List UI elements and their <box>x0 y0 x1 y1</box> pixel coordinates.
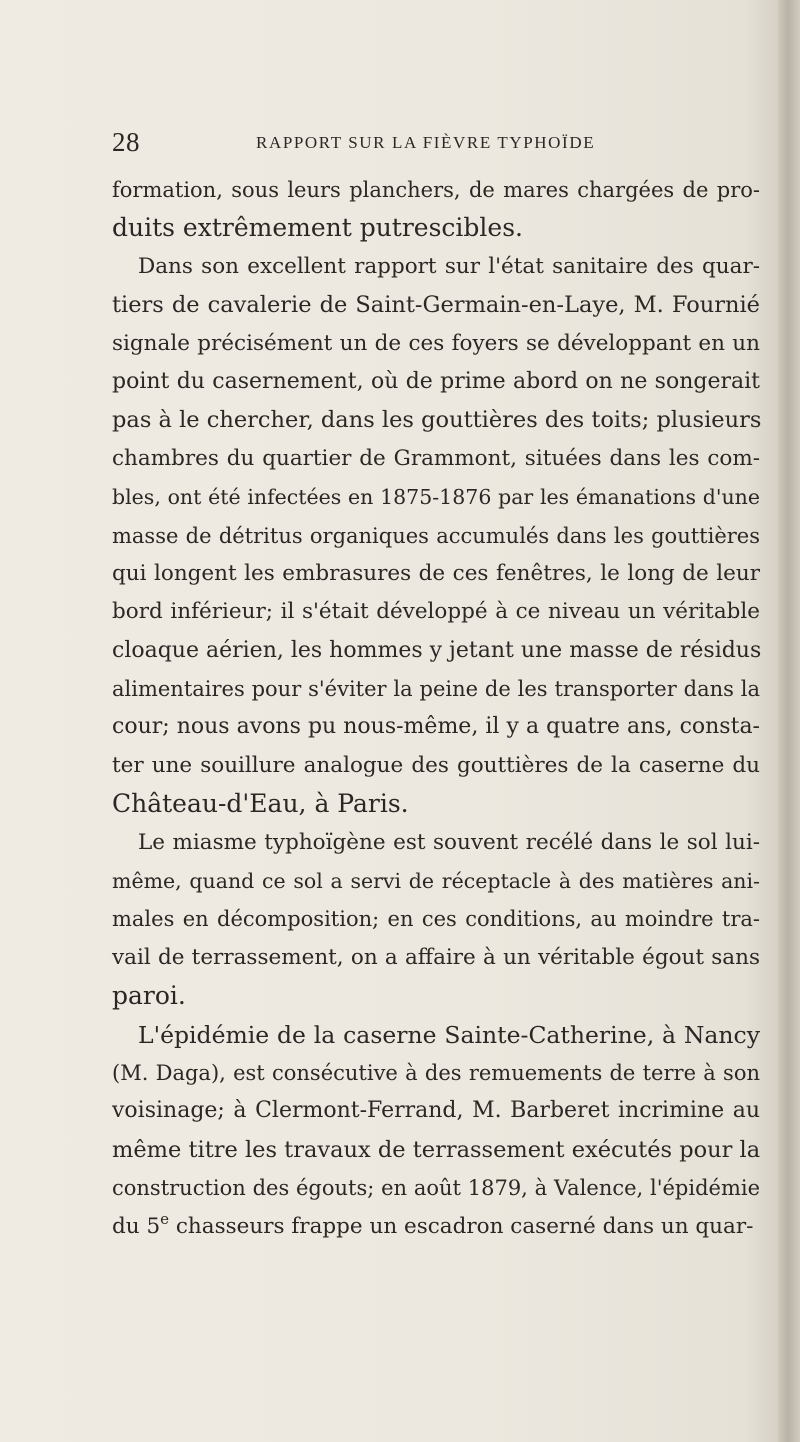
page-number: 28 <box>112 127 140 157</box>
text-line: construction des égouts; en août 1879, à Valence, l'épidémie <box>112 1176 760 1201</box>
text-line: formation, sous leurs planchers, de mares chargées de pro- <box>112 178 760 202</box>
text-line: vail de terrassement, on a affaire à un véritable égout sans <box>112 944 760 970</box>
text-fragment: du 5 <box>112 1213 161 1239</box>
text-line: pas à le chercher, dans les gouttières des toits; plusieurs <box>112 407 762 434</box>
ordinal-superscript: e <box>160 1209 170 1228</box>
text-line: signale précisément un de ces foyers se développant en un <box>112 330 760 356</box>
text-fragment: chasseurs frappe un escadron caserné dans un quar- <box>175 1213 754 1239</box>
text-line: cloaque aérien, les hommes y jetant une masse de résidus <box>112 637 762 663</box>
text-line: males en décomposition; en ces conditions, au moindre tra- <box>112 907 760 932</box>
text-line: ter une souillure analogue des gouttières de la caserne du <box>112 752 760 778</box>
text-line: alimentaires pour s'éviter la peine de les transporter dans la <box>112 677 760 702</box>
text-line: bles, ont été infectées en 1875-1876 par les émanations d'une <box>112 485 760 510</box>
text-line: masse de détritus organiques accumulés dans les gouttières <box>112 523 760 548</box>
page-header <box>112 124 772 160</box>
text-line: cour; nous avons pu nous-même, il y a quatre ans, consta- <box>112 714 760 740</box>
text-line: point du casernement, où de prime abord on ne songerait <box>112 368 760 394</box>
text-line: chambres du quartier de Grammont, situées dans les com- <box>112 445 760 471</box>
text-line: voisinage; à Clermont-Ferrand, M. Barberet incrimine au <box>112 1098 760 1124</box>
text-line: Le miasme typhoïgène est souvent recélé dans le sol lui- <box>138 829 760 855</box>
text-line: tiers de cavalerie de Saint-Germain-en-Laye, M. Fournié <box>112 292 760 319</box>
text-line: Dans son excellent rapport sur l'état sanitaire des quar- <box>138 253 760 279</box>
text-line: duits extrêmement putrescibles. <box>112 213 523 243</box>
body-text <box>112 171 760 1246</box>
text-line: même titre les travaux de terrassement exécutés pour la <box>112 1136 761 1163</box>
text-line: Château-d'Eau, à Paris. <box>112 789 409 819</box>
text-line: bord inférieur; il s'était développé à ce niveau un véritable <box>112 599 760 625</box>
text-line-last <box>112 1208 760 1246</box>
book-page-edge <box>778 0 800 1442</box>
text-line: (M. Daga), est consécutive à des remuements de terre à son <box>112 1060 760 1085</box>
text-line: qui longent les embrasures de ces fenêtres, le long de leur <box>112 560 760 586</box>
text-line: L'épidémie de la caserne Sainte-Catherine, à Nancy <box>138 1020 760 1049</box>
text-line: même, quand ce sol a servi de réceptacle à des matières ani- <box>112 869 760 894</box>
running-title: RAPPORT SUR LA FIÈVRE TYPHOÏDE <box>256 133 596 152</box>
text-line: paroi. <box>112 981 186 1011</box>
